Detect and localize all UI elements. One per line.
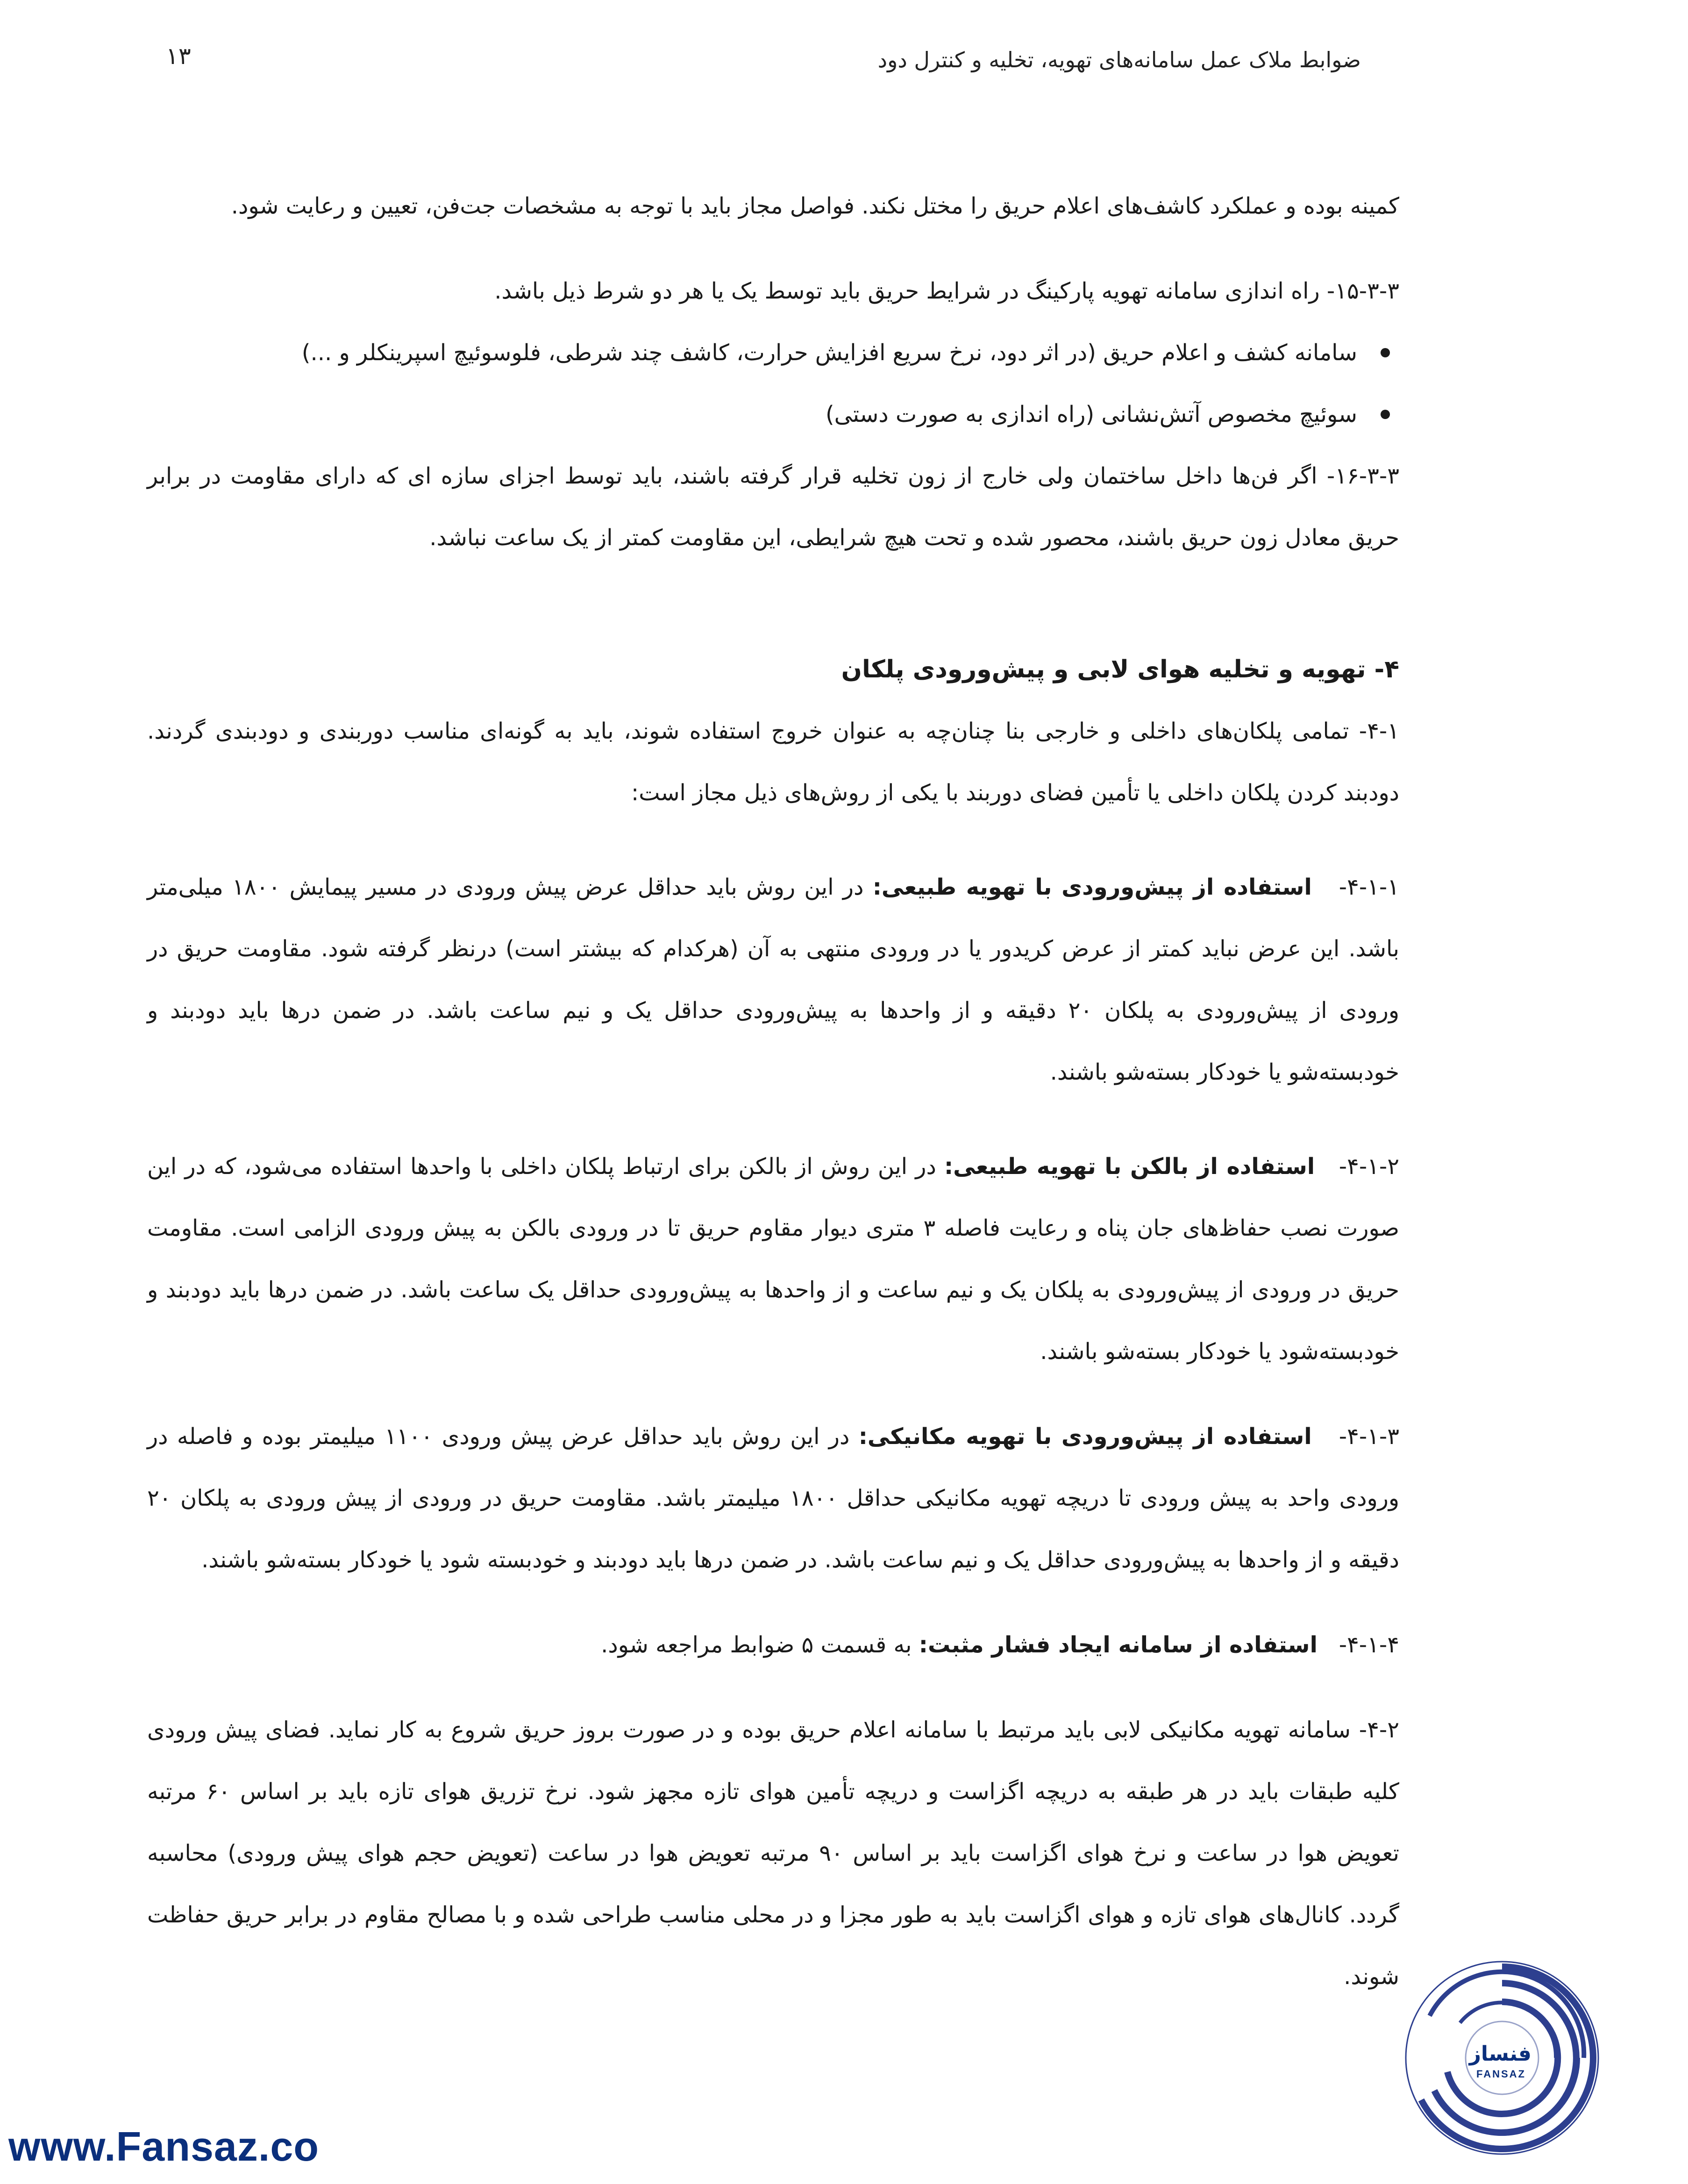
bullet-text: سامانه کشف و اعلام حریق (در اثر دود، نرخ سریع افزایش حرارت، کاشف چند شرطی، فلوسوئیچ اسپرینکلر و ...) <box>301 340 1357 366</box>
item-title: استفاده از پیش‌ورودی با تهویه طبیعی: <box>872 874 1312 900</box>
page-body <box>147 175 1399 2007</box>
item-title: استفاده از پیش‌ورودی با تهویه مکانیکی: <box>858 1423 1312 1450</box>
item-title: استفاده از سامانه ایجاد فشار مثبت: <box>919 1632 1318 1658</box>
continuation-paragraph: کمینه بوده و عملکرد کاشف‌های اعلام حریق را مختل نکند. فواصل مجاز باید با توجه به مشخصات جت‌فن، تعیین و رعایت شود. <box>231 193 1399 219</box>
item-number: ۱۶-۳-۳- <box>1326 463 1399 489</box>
subitem-4-1-3 <box>147 1406 1399 1591</box>
item-number: ۴-۱-۴- <box>1339 1632 1399 1658</box>
item-number: ۴-۱-۱- <box>1339 874 1400 900</box>
logo-text-en: FANSAZ <box>1476 2068 1526 2080</box>
page-number: ۱۳ <box>166 43 191 70</box>
section-heading: ۴- تهویه و تخلیه هوای لابی و پیش‌ورودی پلکان <box>841 655 1399 683</box>
item-text: به قسمت ۵ ضوابط مراجعه شود. <box>601 1632 919 1658</box>
item-text: راه اندازی سامانه تهویه پارکینگ در شرایط حریق باید توسط یک یا هر دو شرط ذیل باشد. <box>494 278 1327 304</box>
item-number: ۴-۱-۲- <box>1339 1153 1400 1180</box>
item-3-3-16 <box>147 445 1399 569</box>
item-number: ۴-۱-۳- <box>1339 1423 1400 1450</box>
logo-text-fa: فنساز <box>1469 2042 1531 2066</box>
bullet-icon <box>1381 410 1390 419</box>
item-3-3-15 <box>147 260 1399 322</box>
paragraph-4-1: ۴-۱- تمامی پلکان‌های داخلی و خارجی بنا چنان‌چه به عنوان خروج استفاده شوند، باید به گونه‌ای مناسب دوربندی و دودبندی گردند. دودبند کردن پلکان داخلی یا تأمین فضای دوربند با یکی از روش‌های ذیل مجاز است: <box>147 718 1399 806</box>
item-number: ۱۵-۳-۳- <box>1326 278 1399 304</box>
list-item <box>147 322 1399 384</box>
item-text: در این روش باید حداقل عرض پیش ورودی در مسیر پیمایش ۱۸۰۰ میلی‌متر باشد. این عرض نباید کمتر از عرض کریدور یا در ورودی منتهی به آن (هرکدام که بیشتر است) درنظر گرفته شود. مقاومت حریق در ورودی از پیش‌ورودی به پلکان ۲۰ دقیقه و از واحدها به پیش‌ورودی حداقل یک و نیم ساعت باشد. در ضمن درها باید دودبند و خودبسته‌شو یا خودکار بسته‌شو باشند. <box>147 874 1399 1085</box>
paragraph-4-2: ۴-۲- سامانه تهویه مکانیکی لابی باید مرتبط با سامانه اعلام حریق بوده و در صورت بروز حریق شروع به کار نماید. فضای پیش ورودی کلیه طبقات باید در هر طبقه به دریچه اگزاست و دریچه تأمین هوای تازه مجهز شود. نرخ تزریق هوای تازه باید بر اساس ۶۰ مرتبه تعویض هوا در ساعت و نرخ هوای اگزاست باید بر اساس ۹۰ مرتبه تعویض هوا در ساعت (تعویض حجم هوای پیش ورودی) محاسبه گردد. کانال‌های هوای تازه و هوای اگزاست باید به طور مجزا و در محلی مناسب طراحی شده و با مصالح مقاوم در برابر حریق حفاظت شوند. <box>147 1717 1400 1990</box>
item-title: استفاده از بالکن با تهویه طبیعی: <box>944 1153 1315 1180</box>
list-item <box>147 384 1399 445</box>
subitem-4-1-2 <box>147 1136 1399 1382</box>
bullet-icon <box>1381 348 1390 357</box>
item-text: در این روش باید حداقل عرض پیش ورودی ۱۱۰۰ میلیمتر بوده و فاصله در ورودی واحد به پیش ورودی تا دریچه تهویه مکانیکی حداقل ۱۸۰۰ میلیمتر باشد. مقاومت حریق در ورودی از پیش ورودی به پلکان ۲۰ دقیقه و از واحدها به پیش‌ورودی حداقل یک و نیم ساعت باشد. در ضمن درها باید دودبند و خودبسته شود یا خودکار بسته‌شو باشند. <box>147 1423 1399 1573</box>
subitem-4-1-1 <box>147 856 1399 1103</box>
item-text: در این روش از بالکن برای ارتباط پلکان داخلی با واحدها استفاده می‌شود، که در این صورت نصب حفاظ‌های جان پناه و رعایت فاصله ۳ متری دیوار مقاوم حریق تا در ورودی بالکن به پیش ورودی الزامی است. مقاومت حریق در ورودی از پیش‌ورودی به پلکان یک و نیم ساعت و از واحدها به پیش‌ورودی حداقل یک ساعت باشد. در ضمن درها باید دودبند و خودبسته‌شود یا خودکار بسته‌شو باشند. <box>147 1153 1400 1365</box>
running-header: ضوابط ملاک عمل سامانه‌های تهویه، تخلیه و کنترل دود <box>877 47 1361 72</box>
website-link[interactable]: www.Fansaz.co <box>8 2123 320 2170</box>
bullet-text: سوئیچ مخصوص آتش‌نشانی (راه اندازی به صورت دستی) <box>825 401 1357 427</box>
subitem-4-1-4 <box>147 1614 1399 1676</box>
bullet-list <box>147 322 1399 445</box>
item-text: اگر فن‌ها داخل ساختمان ولی خارج از زون تخلیه قرار گرفته باشند، باید توسط اجزای سازه ای که دارای مقاومت در برابر حریق معادل زون حریق باشند، محصور شده و تحت هیچ شرایطی، این مقاومت کمتر از یک ساعت نباشد. <box>147 463 1399 551</box>
